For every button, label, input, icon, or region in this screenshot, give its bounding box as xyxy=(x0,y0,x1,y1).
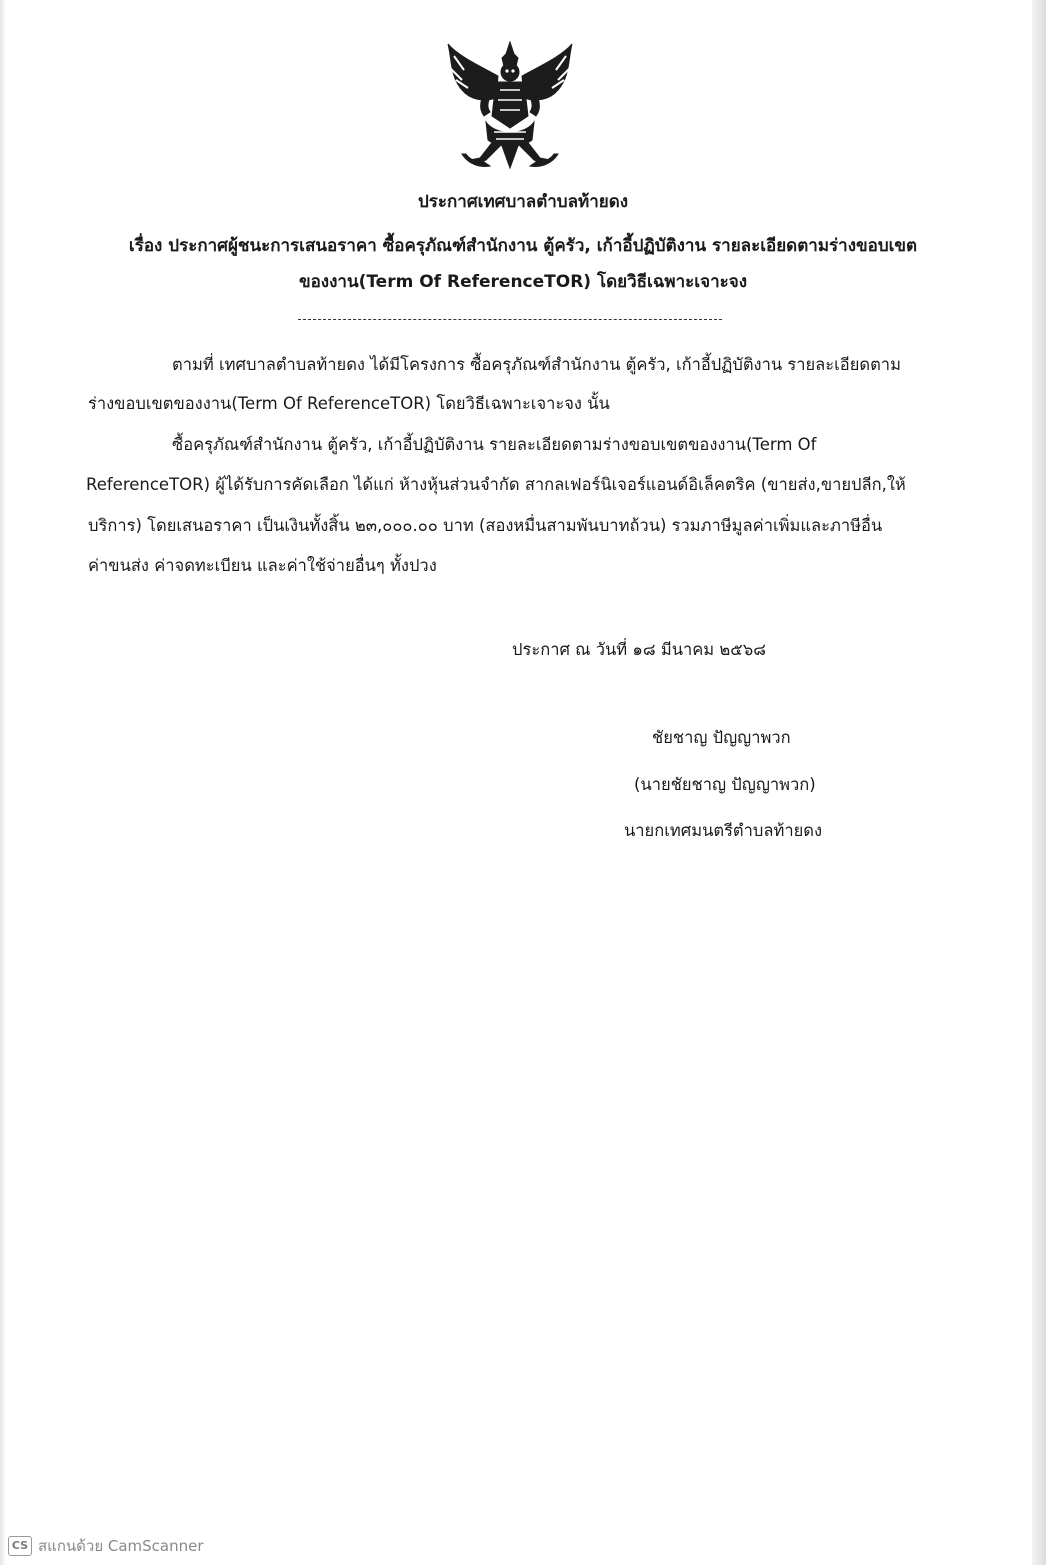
paragraph-1-line-2: ร่างขอบเขตของงาน(Term Of ReferenceTOR) โดยวิธีเฉพาะเจาะจง นั้น xyxy=(88,394,610,413)
signatory-full-name: (นายชัยชาญ ปัญญาพวก) xyxy=(634,775,816,794)
paragraph-1-line-1: ตามที่ เทศบาลตำบลท้ายดง ได้มีโครงการ ซื้อครุภัณฑ์สำนักงาน ตู้ครัว, เก้าอี้ปฏิบัติงาน รายละเอียดตาม xyxy=(172,355,901,374)
scanner-watermark xyxy=(8,1534,204,1558)
paragraph-2-line-4: ค่าขนส่ง ค่าจดทะเบียน และค่าใช้จ่ายอื่นๆ ทั้งปวง xyxy=(88,556,437,575)
paragraph-2-line-1: ซื้อครุภัณฑ์สำนักงาน ตู้ครัว, เก้าอี้ปฏิบัติงาน รายละเอียดตามร่างขอบเขตของงาน(Term Of xyxy=(172,435,817,454)
document-title: ประกาศเทศบาลตำบลท้ายดง xyxy=(417,192,629,212)
paragraph-2-line-2: ReferenceTOR) ผู้ได้รับการคัดเลือก ได้แก่ ห้างหุ้นส่วนจำกัด สากลเฟอร์นิเจอร์แอนด์อิเล็คตริค (ขายส่ง,ขายปลีก,ให้ xyxy=(86,475,906,494)
announcement-date: ประกาศ ณ วันที่ ๑๘ มีนาคม ๒๕๖๘ xyxy=(512,640,766,659)
separator-rule xyxy=(298,319,722,320)
subject-line-2: ของงาน(Term Of ReferenceTOR) โดยวิธีเฉพาะเจาะจง xyxy=(298,272,748,292)
signature-name: ชัยชาญ ปัญญาพวก xyxy=(652,728,791,747)
subject-line-1: เรื่อง ประกาศผู้ชนะการเสนอราคา ซื้อครุภัณฑ์สำนักงาน ตู้ครัว, เก้าอี้ปฏิบัติงาน รายละเอียดตามร่างขอบเขต xyxy=(128,236,918,256)
garuda-emblem-icon xyxy=(440,36,580,176)
signatory-position: นายกเทศมนตรีตำบลท้ายดง xyxy=(624,821,823,840)
scanner-watermark-text: สแกนด้วย CamScanner xyxy=(38,1537,204,1555)
camscanner-logo-icon: CS xyxy=(8,1536,32,1556)
paragraph-2-line-3: บริการ) โดยเสนอราคา เป็นเงินทั้งสิ้น ๒๓,๐๐๐.๐๐ บาท (สองหมื่นสามพันบาทถ้วน) รวมภาษีมูลค่าเพิ่มและภาษีอื่น xyxy=(88,516,883,535)
